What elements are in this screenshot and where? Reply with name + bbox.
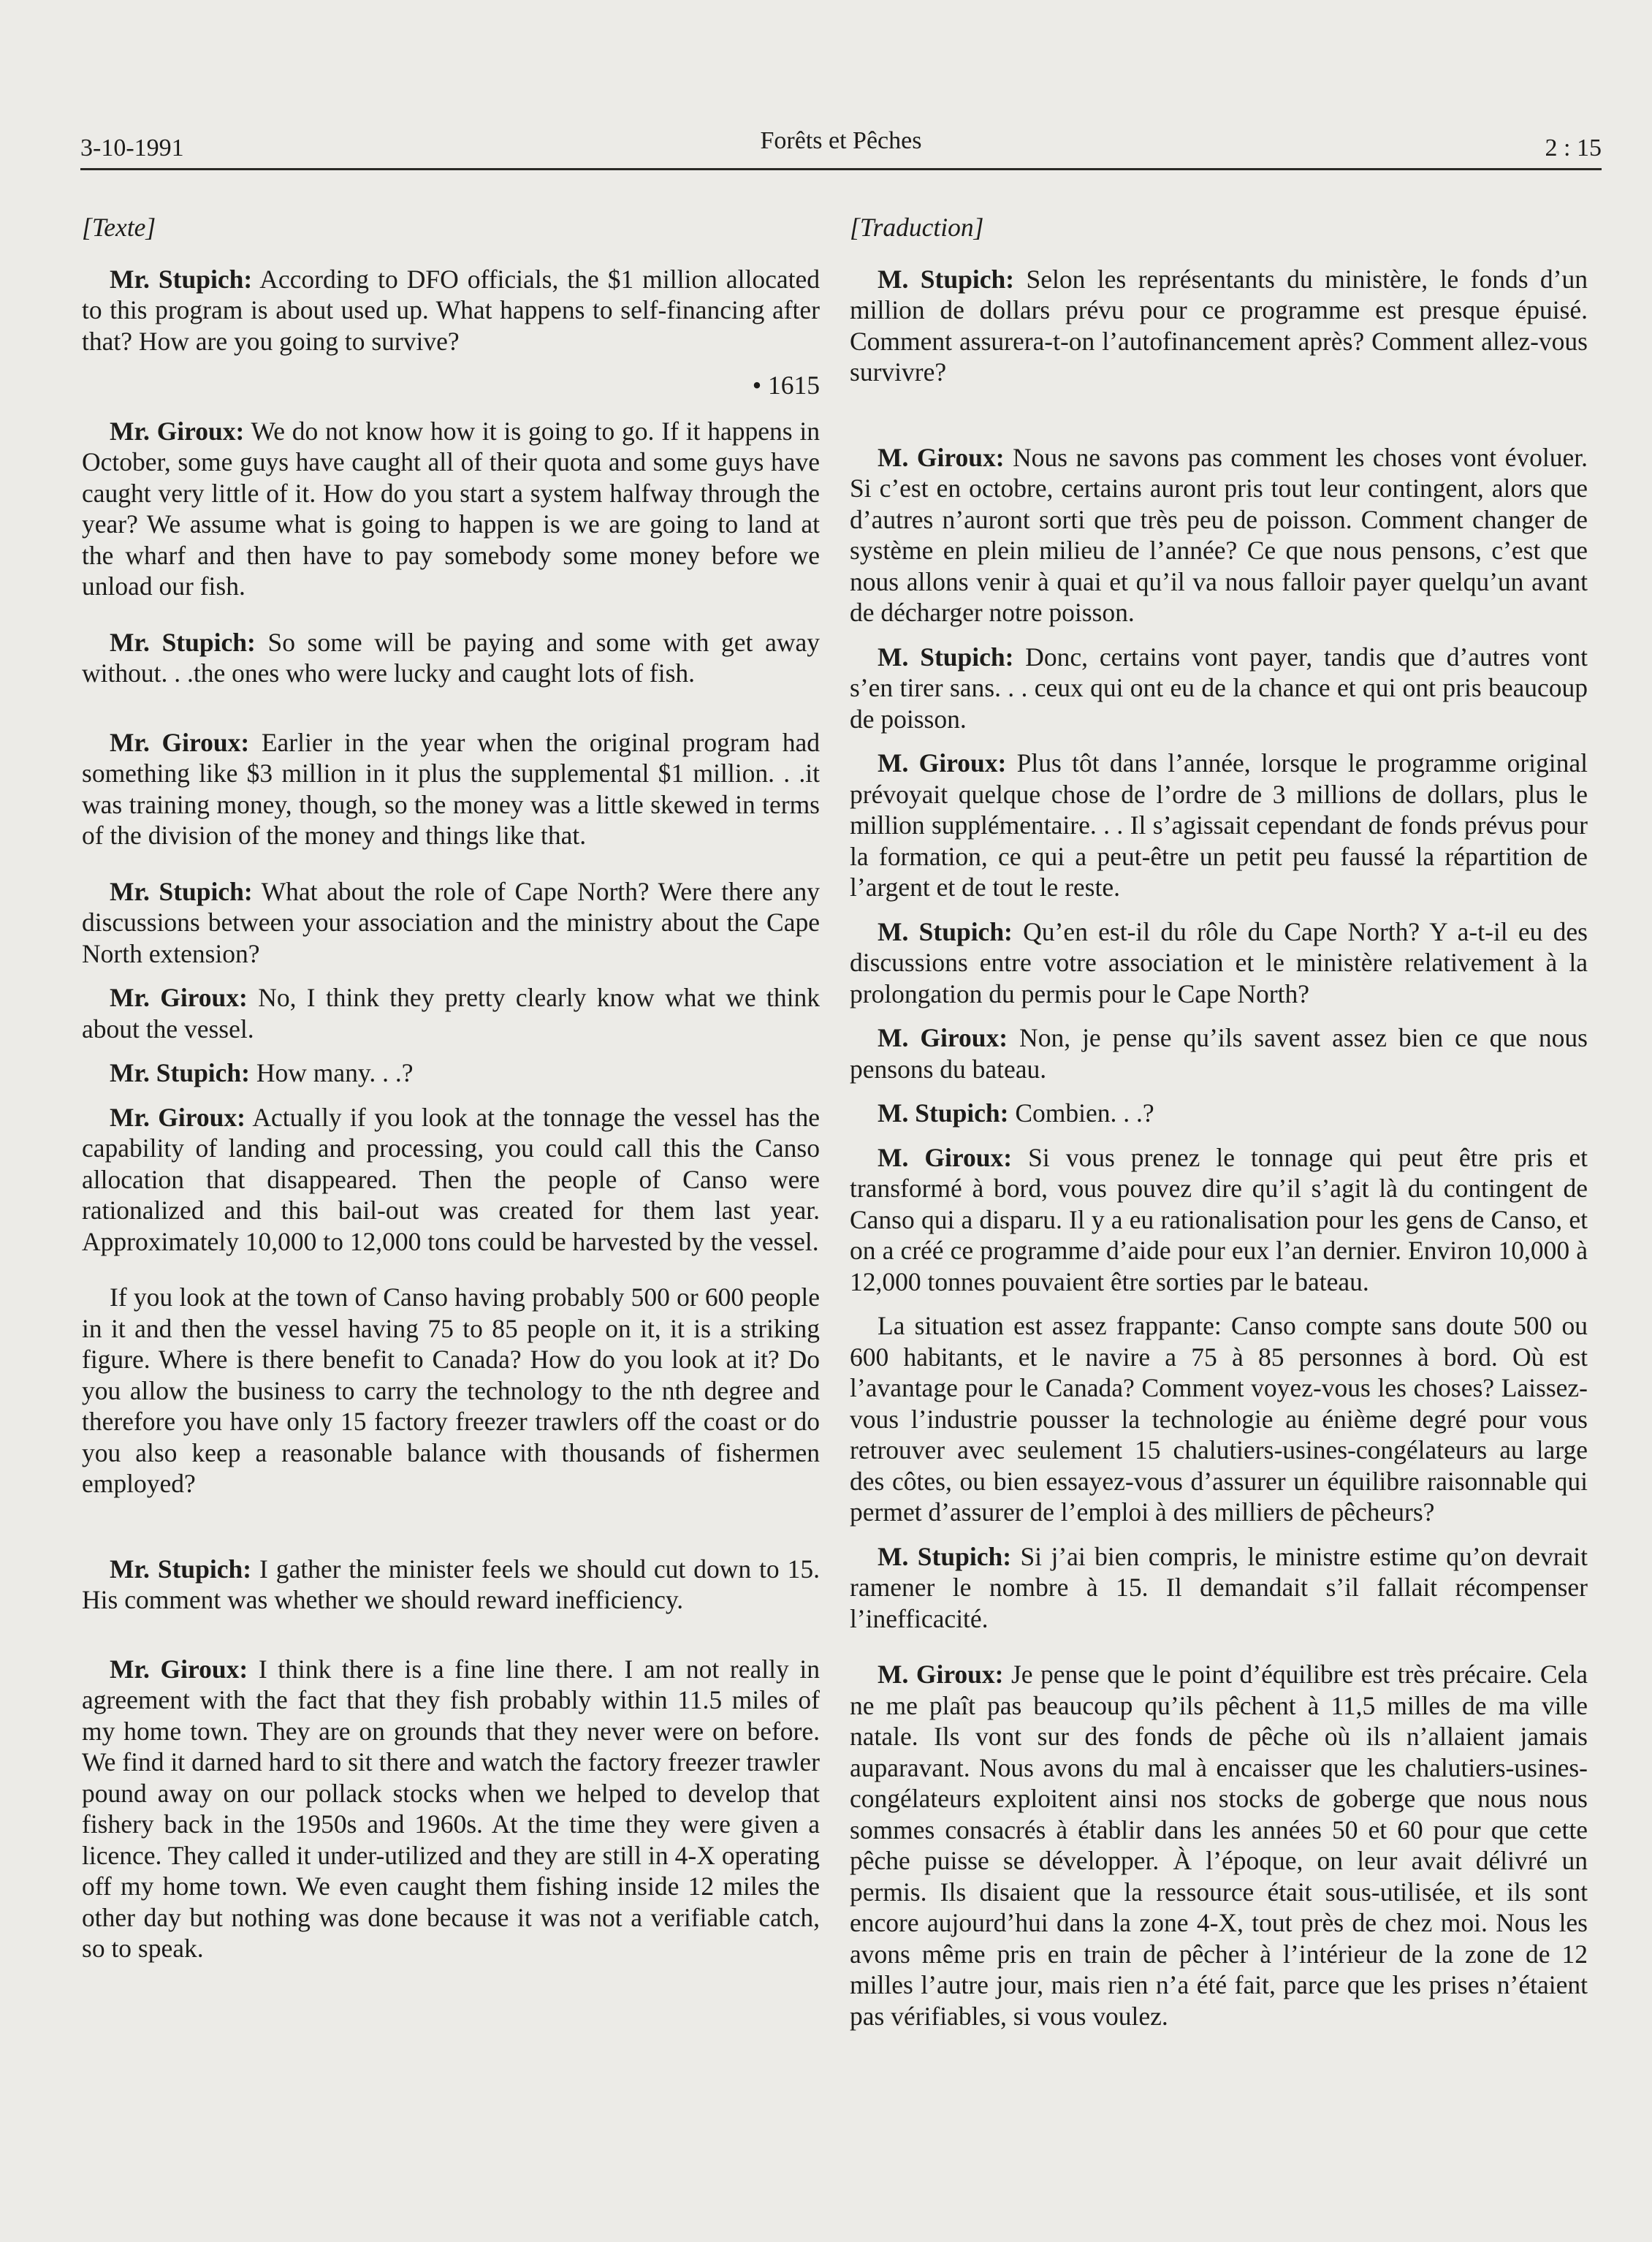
- speaker-name: Mr. Giroux:: [110, 416, 245, 446]
- paragraph-text: La situation est assez frappante: Canso compte sans doute 500 ou 600 habitants, et le navire a 75 à 85 personnes à bord. Où est l’avantage pour le Canada? Comment voyez-vous les choses? Laissez-vous l’industrie pousser la technologie au énième degré pour vous retrouver avec seulement 15 chalutiers-usines-congélateurs au large des côtes, ou bien essayez-vous d’assurer un équilibre raisonnable qui permet d’assurer de l’emploi à des milliers de pêcheurs?: [850, 1311, 1588, 1527]
- paragraph-text: I think there is a fine line there. I am not really in agreement with the fact that they fish probably within 11.5 miles of my home town. They are on grounds that they never were on before. We find it darned hard to sit there and watch the factory freezer trawler pound away on our pollack stocks when we helped to develop that fishery back in the 1950s and 1960s. At the time they were given a licence. They called it under-utilized and they are still in 4-X operating off my home town. We even caught them fishing inside 12 miles the other day but nothing was done because it was not a verifiable catch, so to speak.: [82, 1654, 820, 1963]
- paragraph: [850, 1310, 1588, 1528]
- left-column: [82, 212, 820, 1964]
- paragraph-text: According to DFO officials, the $1 million allocated to this program is about used up. What happens to self-financing after that? How are you going to survive?: [82, 264, 820, 356]
- paragraph: [850, 1659, 1588, 2032]
- header-page-number: 2 : 15: [1545, 134, 1602, 162]
- paragraph: [850, 1022, 1588, 1084]
- paragraph: [850, 264, 1588, 388]
- speaker-name: Mr. Giroux:: [110, 983, 248, 1012]
- header-date: 3-10-1991: [80, 134, 184, 162]
- paragraph: [82, 876, 820, 970]
- paragraph: [82, 727, 820, 851]
- paragraph-text: If you look at the town of Canso having probably 500 or 600 people in it and then the vessel having 75 to 85 people on it, it is a striking figure. Where is there benefit to Canada? How do you look at it? Do you allow the business to carry the technology to the nth degree and therefore you have only 15 factory freezer trawlers off the coast or do you also keep a reasonable balance with thousands of fishermen employed?: [82, 1282, 820, 1498]
- paragraph-text: Non, je pense qu’ils savent assez bien ce que nous pensons du bateau.: [850, 1023, 1588, 1084]
- paragraph-text: Earlier in the year when the original program had something like $3 million in it plus the supplemental $1 million. . .it was training money, though, so the money was a little skewed in terms of the division of the money and things like that.: [82, 727, 820, 850]
- paragraph-text: How many. . .?: [250, 1058, 414, 1087]
- paragraph-text: Combien. . .?: [1008, 1098, 1154, 1128]
- speaker-name: Mr. Stupich:: [110, 1554, 252, 1584]
- paragraph: [82, 264, 820, 357]
- speaker-name: M. Giroux:: [878, 1660, 1004, 1689]
- page-header: [80, 124, 1602, 168]
- paragraph: [82, 627, 820, 689]
- paragraph: [82, 1102, 820, 1258]
- paragraph: [82, 1654, 820, 1964]
- paragraph-text: So some will be paying and some with get away without. . .the ones who were lucky and caught lots of fish.: [82, 627, 820, 688]
- paragraph: [850, 1541, 1588, 1635]
- paragraph: [850, 1098, 1588, 1129]
- speaker-name: Mr. Giroux:: [110, 1654, 248, 1684]
- paragraph-text: Si j’ai bien compris, le ministre estime qu’on devrait ramener le nombre à 15. Il demandait s’il fallait récompenser l’inefficacité.: [850, 1541, 1588, 1633]
- paragraph-text: Donc, certains vont payer, tandis que d’autres vont s’en tirer sans. . . ceux qui ont eu de la chance et qui ont pris beaucoup de poisson.: [850, 642, 1588, 734]
- speaker-name: M. Giroux:: [878, 1023, 1008, 1052]
- paragraph-text: Je pense que le point d’équilibre est très précaire. Cela ne me plaît pas beaucoup qu’ils pêchent à 11,5 milles de ma ville natale. Ils vont sur des fonds de pêche où ils n’allaient jamais auparavant. Nous avons du mal à encaisser que les chalutiers-usines-congélateurs exploitent ainsi nos stocks de goberge que nous nous sommes consacrés à établir dans les années 50 et 60 pour que cette pêche puisse se développer. À l’époque, on leur avait délivré un permis. Ils disaient que la ressource était sous-utilisée, et ils sont encore aujourd’hui dans la zone 4-X, tout près de chez moi. Nous les avons même pris en train de pêcher à l’intérieur de la zone de 12 milles l’autre jour, mais rien n’a été fait, parce que les prises n’étaient pas vérifiables, si vous voulez.: [850, 1660, 1588, 2031]
- paragraph: [82, 1282, 820, 1500]
- paragraph-text: Actually if you look at the tonnage the vessel has the capability of landing and processing, you could call this the Canso allocation that disappeared. Then the people of Canso were rationalized and this bail-out was created for them last year. Approximately 10,000 to 12,000 tons could be harvested by the vessel.: [82, 1102, 820, 1256]
- speaker-name: Mr. Giroux:: [110, 1102, 245, 1132]
- speaker-name: M. Giroux:: [878, 748, 1007, 778]
- header-title: Forêts et Pêches: [760, 127, 922, 154]
- paragraph-text: Qu’en est-il du rôle du Cape North? Y a-t-il eu des discussions entre votre association et le ministère relativement à la prolongation du permis pour le Cape North?: [850, 916, 1588, 1008]
- column-label: [Traduction]: [850, 213, 984, 242]
- speaker-name: M. Stupich:: [878, 1541, 1012, 1571]
- paragraph-text: Selon les représentants du ministère, le fonds d’un million de dollars prévu pour ce programme est presque épuisé. Comment assurera-t-on l’autofinancement après? Comment allez-vous survivre?: [850, 264, 1588, 387]
- paragraph-text: We do not know how it is going to go. If it happens in October, some guys have caught all of their quota and some guys have caught very little of it. How do you start a system halfway through the year? We assume what is going to happen is we are going to land at the wharf and then have to pay somebody some money before we unload our fish.: [82, 416, 820, 601]
- paragraph: [82, 1057, 820, 1089]
- paragraph-text: Plus tôt dans l’année, lorsque le programme original prévoyait quelque chose de l’ordre de 3 millions de dollars, plus le million supplémentaire. . . Il s’agissait cependant de fonds prévus pour la formation, ce qui a peut-être un petit peu faussé la répartition de l’argent et de tout le reste.: [850, 748, 1588, 902]
- time-marker: • 1615: [752, 370, 820, 400]
- paragraph: [850, 748, 1588, 903]
- right-column: [850, 212, 1588, 2032]
- speaker-name: M. Stupich:: [878, 264, 1015, 294]
- speaker-name: Mr. Stupich:: [110, 264, 253, 294]
- paragraph: [850, 642, 1588, 735]
- speaker-name: M. Giroux:: [878, 1142, 1013, 1172]
- speaker-name: M. Stupich:: [878, 916, 1013, 946]
- column-label: [Texte]: [82, 213, 156, 242]
- paragraph: [82, 416, 820, 602]
- speaker-name: Mr. Stupich:: [110, 1058, 250, 1087]
- speaker-name: M. Stupich:: [878, 1098, 1009, 1128]
- paragraph-text: Nous ne savons pas comment les choses vont évoluer. Si c’est en octobre, certains auront pris tout leur contingent, alors que d’autres n’auront sorti que très peu de poisson. Comment changer de système en plein milieu de l’année? Ce que nous pensons, c’est que nous allons venir à quai et qu’il va nous falloir payer quelqu’un avant de décharger notre poisson.: [850, 442, 1588, 627]
- speaker-name: M. Stupich:: [878, 642, 1014, 672]
- paragraph: [82, 982, 820, 1044]
- speaker-name: Mr. Giroux:: [110, 727, 250, 757]
- paragraph-text: I gather the minister feels we should cut down to 15. His comment was whether we should reward inefficiency.: [82, 1554, 820, 1614]
- paragraph: [850, 442, 1588, 628]
- header-rule: [80, 168, 1602, 170]
- speaker-name: Mr. Stupich:: [110, 876, 253, 906]
- paragraph: [82, 1554, 820, 1616]
- paragraph: [850, 1142, 1588, 1298]
- paragraph-text: What about the role of Cape North? Were there any discussions between your association and the ministry about the Cape North extension?: [82, 876, 820, 968]
- paragraph-text: Si vous prenez le tonnage qui peut être pris et transformé à bord, vous pouvez dire qu’il s’agit là du contingent de Canso qui a disparu. Il y a eu rationalisation pour les gens de Canso, et on a créé ce programme d’aide pour eux l’an dernier. Environ 10,000 à 12,000 tonnes pouvaient être sorties par le bateau.: [850, 1142, 1588, 1296]
- speaker-name: Mr. Stupich:: [110, 627, 256, 657]
- paragraph: [850, 916, 1588, 1010]
- paragraph-text: No, I think they pretty clearly know what we think about the vessel.: [82, 983, 820, 1044]
- speaker-name: M. Giroux:: [878, 442, 1005, 472]
